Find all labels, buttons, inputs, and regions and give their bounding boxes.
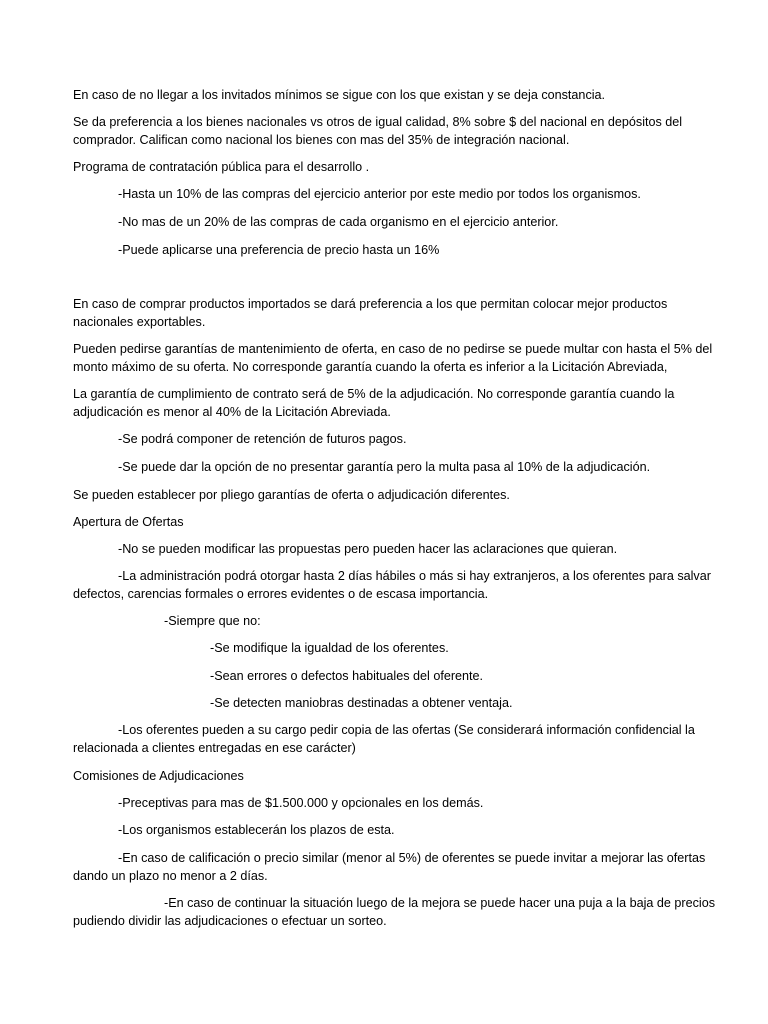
list-item-hasta-10: -Hasta un 10% de las compras del ejercicio anterior por este medio por todos los organismos. (118, 187, 641, 201)
paragraph-garantias-mantenimiento: Pueden pedirse garantías de mantenimiento de oferta, en caso de no pedirse se puede multar con hasta el 5% del monto máximo de su oferta. No corresponde garantía cuando la oferta es inferior a la Licitación Abreviada, (73, 342, 713, 374)
list-item-preceptivas: -Preceptivas para mas de $1.500.000 y opcionales en los demás. (118, 796, 484, 810)
paragraph-productos-importados: En caso de comprar productos importados se dará preferencia a los que permitan colocar mejor productos nacionales exportables. (73, 297, 668, 329)
paragraph-invitados-minimos: En caso de no llegar a los invitados mínimos se sigue con los que existan y se deja constancia. (73, 88, 606, 102)
list-item-copia-ofertas: -Los oferentes pueden a su cargo pedir copia de las ofertas (Se considerará información confidencial la relacionada a clientes entregadas en ese carácter) (73, 723, 695, 755)
list-item-retencion-pagos: -Se podrá componer de retención de futuros pagos. (118, 432, 407, 446)
list-item-preferencia-16: -Puede aplicarse una preferencia de precio hasta un 16% (118, 243, 440, 257)
list-item-multa-10: -Se puede dar la opción de no presentar garantía pero la multa pasa al 10% de la adjudicación. (118, 460, 651, 474)
list-item-errores-habituales: -Sean errores o defectos habituales del oferente. (210, 669, 484, 683)
list-item-siempre-que-no: -Siempre que no: (164, 614, 261, 628)
section-heading-apertura-ofertas: Apertura de Ofertas (73, 515, 184, 529)
list-item-maniobras: -Se detecten maniobras destinadas a obtener ventaja. (210, 696, 513, 710)
list-item-no-mas-20: -No mas de un 20% de las compras de cada organismo en el ejercicio anterior. (118, 215, 559, 229)
list-item-no-modificar: -No se pueden modificar las propuestas pero pueden hacer las aclaraciones que quieran. (118, 542, 618, 556)
list-item-administracion-plazo: -La administración podrá otorgar hasta 2 días hábiles o más si hay extranjeros, a los oferentes para salvar defectos, carencias formales o errores evidentes o de escasa importancia. (73, 569, 711, 601)
list-item-igualdad-oferentes: -Se modifique la igualdad de los oferentes. (210, 641, 449, 655)
paragraph-garantia-cumplimiento: La garantía de cumplimiento de contrato será de 5% de la adjudicación. No corresponde garantía cuando la adjudicación es menor al 40% de la Licitación Abreviada. (73, 387, 675, 419)
list-item-calificacion-similar: -En caso de calificación o precio similar (menor al 5%) de oferentes se puede invitar a mejorar las ofertas dando un plazo no menor a 2 días. (73, 851, 706, 883)
paragraph-programa-contratacion: Programa de contratación pública para el desarrollo . (73, 160, 370, 174)
section-heading-comisiones: Comisiones de Adjudicaciones (73, 769, 244, 783)
list-item-plazos-organismos: -Los organismos establecerán los plazos de esta. (118, 823, 395, 837)
paragraph-garantias-pliego: Se pueden establecer por pliego garantías de oferta o adjudicación diferentes. (73, 488, 510, 502)
list-item-puja-baja: -En caso de continuar la situación luego de la mejora se puede hacer una puja a la baja de precios pudiendo dividir las adjudicaciones o efectuar un sorteo. (73, 896, 715, 928)
paragraph-preferencia-nacional: Se da preferencia a los bienes nacionales vs otros de igual calidad, 8% sobre $ del nacional en depósitos del comprador. Califican como nacional los bienes con mas del 35% de integración nacional. (73, 115, 683, 147)
